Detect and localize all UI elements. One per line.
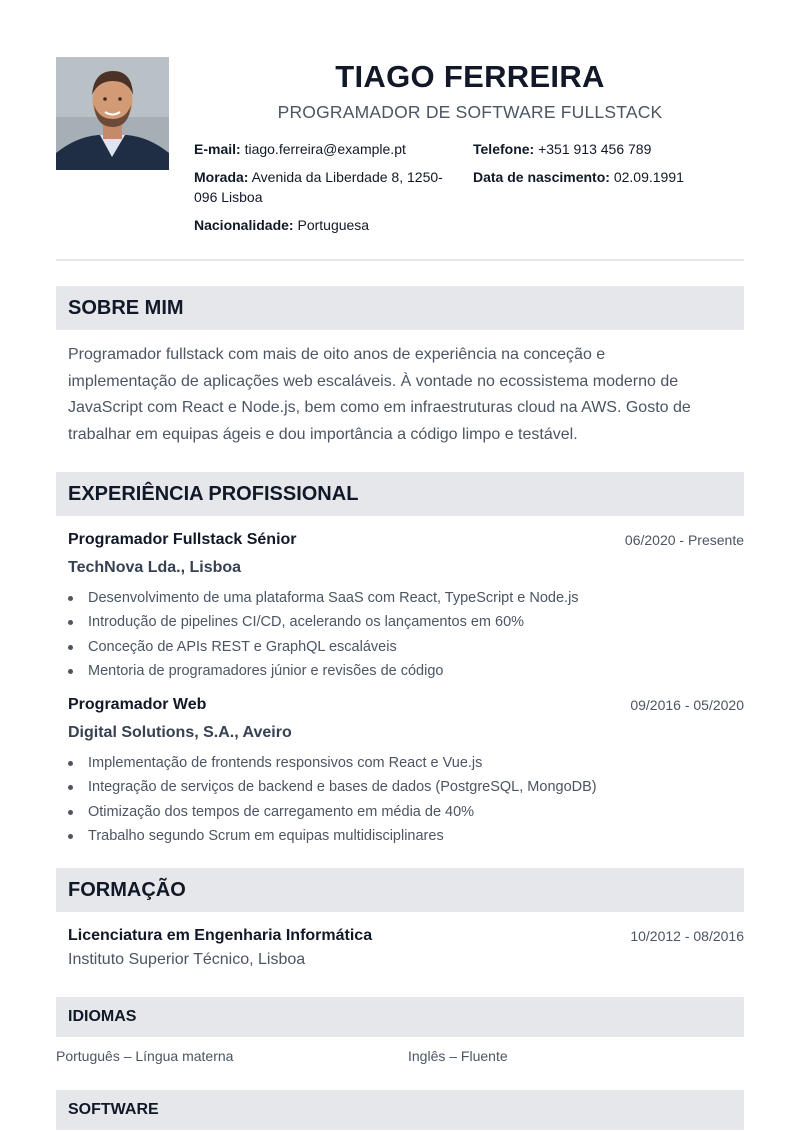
job-bullet: Introdução de pipelines CI/CD, acelerando os lançamentos em 60% bbox=[68, 610, 579, 634]
job-bullet: Desenvolvimento de uma plataforma SaaS com React, TypeScript e Node.js bbox=[68, 586, 579, 610]
phone-label: Telefone: bbox=[473, 141, 535, 157]
email-value: tiago.ferreira@example.pt bbox=[244, 141, 406, 157]
contact-phone bbox=[473, 139, 651, 159]
contact-birth bbox=[473, 167, 684, 187]
about-line: implementação de aplicações web escaláveis. À vontade no ecossistema moderno de bbox=[68, 372, 679, 390]
contact-nationality bbox=[194, 215, 369, 235]
birth-value: 02.09.1991 bbox=[613, 169, 684, 185]
contact-email bbox=[194, 139, 406, 159]
about-line: JavaScript com React e Node.js, bem como em infraestruturas cloud na AWS. Gosto de bbox=[68, 399, 691, 416]
job-entry bbox=[68, 531, 744, 681]
job-bullet: Conceção de APIs REST e GraphQL escaláveis bbox=[68, 635, 579, 659]
header-divider bbox=[56, 259, 744, 261]
about-line: Programador fullstack com mais de oito anos de experiência na conceção e bbox=[68, 346, 606, 363]
job-bullet: Implementação de frontends responsivos com React e Vue.js bbox=[68, 751, 597, 775]
section-education-title: FORMAÇÃO bbox=[68, 879, 186, 901]
resume-page bbox=[56, 57, 744, 1118]
education-dates: 10/2012 - 08/2016 bbox=[630, 928, 744, 944]
section-education bbox=[56, 868, 744, 912]
job-title: Programador Fullstack Sénior bbox=[68, 531, 297, 548]
job-dates: 06/2020 - Presente bbox=[624, 532, 744, 548]
section-experience bbox=[56, 472, 744, 516]
candidate-role: PROGRAMADOR DE SOFTWARE FULLSTACK bbox=[277, 102, 663, 122]
nationality-label: Nacionalidade: bbox=[194, 217, 294, 233]
language-item: Português – Língua materna bbox=[56, 1048, 234, 1064]
education-school: Instituto Superior Técnico, Lisboa bbox=[68, 951, 306, 968]
job-bullets bbox=[68, 751, 597, 848]
email-label: E-mail: bbox=[194, 141, 241, 157]
section-languages bbox=[56, 997, 744, 1037]
job-bullet: Integração de serviços de backend e bases de dados (PostgreSQL, MongoDB) bbox=[68, 775, 597, 799]
address-label: Morada: bbox=[194, 169, 249, 185]
address-line1: Avenida da Liberdade 8, 1250- bbox=[251, 169, 443, 185]
job-company: Digital Solutions, S.A., Aveiro bbox=[68, 724, 292, 741]
phone-value: +351 913 456 789 bbox=[538, 141, 652, 157]
section-software-title: SOFTWARE bbox=[68, 1101, 159, 1118]
resume-header bbox=[56, 57, 744, 260]
job-bullets bbox=[68, 586, 579, 683]
job-dates: 09/2016 - 05/2020 bbox=[630, 697, 744, 713]
birth-label: Data de nascimento: bbox=[473, 169, 610, 185]
address-line2: 096 Lisboa bbox=[194, 189, 263, 205]
section-experience-title: EXPERIÊNCIA PROFISSIONAL bbox=[68, 483, 359, 505]
section-languages-title: IDIOMAS bbox=[68, 1008, 137, 1025]
job-company: TechNova Lda., Lisboa bbox=[68, 559, 242, 576]
job-bullet: Mentoria de programadores júnior e revisões de código bbox=[68, 659, 579, 683]
section-software bbox=[56, 1090, 744, 1130]
language-item: Inglês – Fluente bbox=[408, 1048, 508, 1064]
job-bullet: Trabalho segundo Scrum em equipas multidisciplinares bbox=[68, 824, 597, 848]
candidate-name: TIAGO FERREIRA bbox=[335, 59, 605, 94]
job-entry bbox=[68, 696, 744, 846]
contact-address bbox=[194, 167, 464, 207]
profile-photo bbox=[56, 57, 169, 170]
about-text bbox=[68, 342, 744, 448]
section-about-title: SOBRE MIM bbox=[68, 297, 184, 319]
nationality-value: Portuguesa bbox=[297, 217, 370, 233]
education-degree: Licenciatura em Engenharia Informática bbox=[68, 927, 373, 944]
about-line: trabalhar em equipas ágeis e dou importância a código limpo e testável. bbox=[68, 425, 578, 443]
section-about bbox=[56, 286, 744, 330]
job-bullet: Otimização dos tempos de carregamento em média de 40% bbox=[68, 800, 597, 824]
job-title: Programador Web bbox=[68, 696, 207, 713]
